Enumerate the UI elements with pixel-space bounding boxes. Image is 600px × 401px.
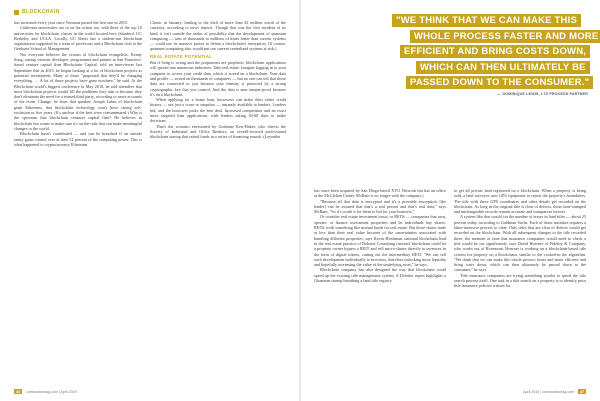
paragraph: Blockchain hasn't contributed — and can be breached if an outside entity gains control over at least 51 percent of the computing power. This is what happened to cryptocurrency Ethereum <box>14 131 142 147</box>
paragraph: has increased every year since Vermont passed the first one in 2015. <box>14 20 129 25</box>
pull-quote-line: WHOLE PROCESS FASTER AND MORE <box>410 30 600 43</box>
pull-quote-line: EFFICIENT AND BRING COSTS DOWN, <box>400 45 590 58</box>
pull-quote-line: PASSED DOWN TO THE CONSUMER." <box>406 76 593 89</box>
paragraph: But if Song is wrong and the proponents are prophetic, blockchain applications will spread into numerous industries. Take real estate. Imagine logging in to your computer to access your credit data, which is stored on a blockchain. Your data and profile — stored on thousands of computers — but no one can tell that those data are connected to you because your identity is protected by a strong cryptographic key that you control. And the data is near tamper-proof because it's on a blockchain. <box>150 60 286 97</box>
paragraph: A system like that would cut the number of errors in land titles — about 25 percent today, according to Goldman Sachs. Each of those mistakes requires a labor-intensive process to clear. Only titles that are clear of defects would get recorded on the blockchain. With all subsequent changes to the title recorded there, the moment of time that insurance companies would need to check a title would be cut significantly, says David Hoerner of Fidelity & Company, who works out of Rosemont. Hoerner is working on a blockchain-based title system for property on a blockchain, similar to the cooked-in the algorithm. "We think that we can make this whole process faster and more efficient and bring costs down, which can then ultimately be passed down to the consumer," he says. <box>454 214 586 273</box>
subhead-real-estate: REAL ESTATE POTENTIAL <box>150 53 213 59</box>
left-column-2 <box>150 20 286 380</box>
right-page <box>300 0 600 401</box>
pull-quote-attribution: — DOMINIQUE LEWIS, LTS PROCESS PARTNER <box>497 92 588 96</box>
right-column-1 <box>314 188 446 380</box>
left-column-1 <box>14 20 142 380</box>
paragraph: Or consider real estate investment trusts, or REITs — companies that own, operate, or finance investment properties and let individuals buy shares. REITs work something like mutual funds for real estate. But those shares trade at less than their real value because of the uncertainties associated with bundling different properties, says Kevin Hirshman, national blockchain lead in the real estate practice of Deloitte Consulting (instead, blockchain could let a property owner bypass a REIT and sell micro-shares directly to investors in the form of digital tokens, cutting out the intermediary REIT. "We can sell each development individually to investors, therefore unlocking more liquidity and hopefully increasing the value of the underlying asset," he says. <box>314 214 446 268</box>
footer-left <box>14 389 77 394</box>
paragraph: California universities are in on the action too, with three of the top 10 universities for blockchain classes in the world located here (Stanford, UC Berkeley and UCLA. Locally, UC Davis has a student-run blockchain organization supported by a team of professors and a Blockchain club at the Graduate School of Management. <box>14 25 142 52</box>
page-number: 47 <box>580 389 584 394</box>
paragraph: Classic in January, leading to the theft of more than $1 million worth of the currency, according to news reports. Though that was the first incident of its kind, it isn't outside the realm of possibility that the development of quantum computing — tons of thousands to millions of times faster than current systems — could use its massive power to defeat a blockchain's encryption. Of course, quantum computing also would put our current centralized systems at risk.) <box>150 20 286 52</box>
footer-text: April 2019 | comstocksmag.com <box>523 389 574 394</box>
paragraph: When applying for a home loan, borrowers can make their entire credit history — not just a score or snapshot — instantly available to lenders. Lenders bid, and the borrower picks the best deal. Increased competition and an exact more targeted loan applications, with lenders taking 30-60 days to make decisions. <box>150 97 286 124</box>
page-number: 34 <box>16 389 20 394</box>
footer-text: comstocksmag.com | April 2019 <box>26 389 77 394</box>
pull-quote-line: WHICH CAN THEN ULTIMATELY BE <box>416 61 590 74</box>
section-tag-square-icon <box>14 10 19 15</box>
paragraph: to get all private land registered on a blockchain. When a property is being sold, a land surveyor uses GPS equipment to report the property's boundaries. The title with those GPS coordinates and other details get recorded on the blockchain. As long as the original title is clear of defects, those time-stamped and unchangeable records remain accurate and transparent forever. <box>454 188 586 215</box>
pull-quote-line: "WE THINK THAT WE CAN MAKE THIS <box>392 14 581 27</box>
pull-quote <box>392 14 599 96</box>
paragraph: Title insurance companies are trying something similar to speed the title search process itself. One task in a title search on a property is to identify prior title insurance policies written for <box>454 272 586 289</box>
footer-right <box>523 389 586 394</box>
paragraph: Blockchain company has also designed the way that blockchain could speed up the existing title management system. A Deloitte report highlights a Ghanaian startup breathing a land title registry <box>314 267 446 284</box>
paragraph: has since been acquired by San Diego-based XYO Network but has an office at the McClellan Center. McBain is no longer with the company.) <box>314 188 446 199</box>
paragraph: "Because all that data is encrypted and it's a provable encryption, [the lender] can be assured that that's a real person and that's real data," says McBain. "So it's worth it for them to bid for your business." <box>314 198 446 215</box>
section-tag <box>14 9 60 15</box>
section-label: BLOCKCHAIN <box>22 9 60 15</box>
paragraph: That's the scenario envisioned by Grahame Kerr-Baker, who directs the Society of Industrial and Office Realtors, an overall-focused professional blockchain startup that raised funds in a series of financing rounds. (Leyenthe <box>150 123 286 140</box>
paragraph: Not everyone believes the visions of blockchain evangelists. Kenny Song, startup veteran, developer, programmer and partner at San Francisco-based venture capital firm Blockchain Capital, told an interviewer last September that in 2015, he began looking at a lot of blockchain projects as potential investments. Many of those "purported that they'd be changing everything. … A lot of those projects have gone nowhere," he said. At the Blockchain world's biggest conference in May 2018, he told attendees that most blockchain projects would fill the problems they aim to because they don't eliminate the need for a trusted third party, according to news accounts of the event. Change, he fears that speaker, Joseph Lubin of blockchain giant Ethereum, that blockchain technology won't have strong self-exclusion in five years. (It's unclear if the bets were consummated.) Why is the spectrum that blockchain ventures capital firm? He believes in blockchain but wants to make sure it's on the rails that can make meaningful changes to the world. <box>14 51 142 131</box>
right-column-2 <box>454 188 586 380</box>
